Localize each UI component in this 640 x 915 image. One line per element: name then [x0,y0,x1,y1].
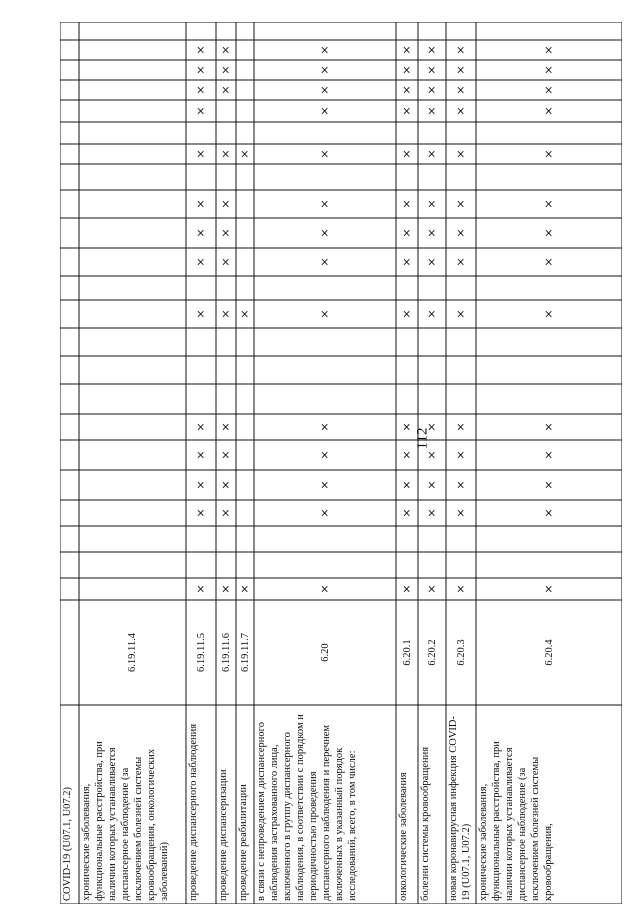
cross-mark: × [542,228,555,238]
row-label: хронические заболевания, функциональные расстройства, при наличии которых устанавливается диспансерное наблюдение (за исключением болезней системы кровообращения, [478,741,554,901]
cross-mark: × [219,85,232,95]
rotated-table [60,22,622,904]
cross-mark: × [400,106,413,116]
row-label: проведение диспансерного наблюдения [188,723,199,901]
cross-mark: × [318,584,331,594]
cross-mark: × [454,584,467,594]
row-label: в связи с непроведением диспансерного наблюдения застрахованного лица, включенного в группу диспансерного наблюдения, в соответствии с порядком и периодичностью проведения диспансерного наблюдения и перечнем включенных в указанный порядок исследований, всего, в том числе: [256,714,358,901]
cross-mark: × [542,257,555,267]
cross-mark: × [400,584,413,594]
cross-mark: × [400,480,413,490]
cross-mark: × [318,45,331,55]
cross-mark: × [194,85,207,95]
cross-mark: × [542,309,555,319]
cross-mark: × [219,45,232,55]
cross-mark: × [425,199,438,209]
cross-mark: × [219,422,232,432]
cross-mark: × [454,309,467,319]
cross-mark: × [425,450,438,460]
cross-mark: × [194,480,207,490]
cross-mark: × [454,199,467,209]
cross-mark: × [238,149,251,159]
row-code: 6.19.11.4 [127,633,138,672]
cross-mark: × [400,422,413,432]
cross-mark: × [219,65,232,75]
cross-mark: × [454,149,467,159]
cross-mark: × [194,450,207,460]
cross-mark: × [219,228,232,238]
cross-mark: × [194,149,207,159]
cross-mark: × [454,508,467,518]
cross-mark: × [400,508,413,518]
cross-mark: × [425,584,438,594]
cross-mark: × [454,228,467,238]
cross-mark: × [454,65,467,75]
cross-mark: × [318,149,331,159]
cross-mark: × [400,149,413,159]
row-label: онкологические заболевания [398,772,409,901]
cross-mark: × [219,584,232,594]
cross-mark: × [400,65,413,75]
cross-mark: × [194,584,207,594]
row-label: хронические заболевания, функциональные расстройства, при наличии которых устанавливается диспансерное наблюдение (за исключением болезней системы кровообращения, онкологических заболеваний) [81,741,170,901]
cross-mark: × [194,508,207,518]
cross-mark: × [400,228,413,238]
cross-mark: × [425,45,438,55]
cross-mark: × [318,508,331,518]
row-code [60,600,79,705]
row-code: 6.20.4 [543,639,555,666]
cross-mark: × [425,228,438,238]
cross-mark: × [425,422,438,432]
cross-mark: × [318,257,331,267]
cross-mark: × [219,257,232,267]
row-code: 6.19.11.5 [195,633,207,672]
row-label: проведение реабилитации [238,784,249,901]
cross-mark: × [542,584,555,594]
cross-mark: × [425,480,438,490]
cross-mark: × [194,45,207,55]
row-code: 6.20.3 [455,639,467,666]
cross-mark: × [425,508,438,518]
row-code: 6.19.11.7 [239,633,251,672]
cross-mark: × [318,422,331,432]
cross-mark: × [238,584,251,594]
cross-mark: × [194,309,207,319]
cross-mark: × [425,257,438,267]
cross-mark: × [454,85,467,95]
cross-mark: × [454,480,467,490]
cross-mark: × [542,450,555,460]
cross-mark: × [542,480,555,490]
cross-mark: × [219,480,232,490]
cross-mark: × [542,149,555,159]
cross-mark: × [400,45,413,55]
cross-mark: × [194,257,207,267]
row-code: 6.20.1 [401,639,413,666]
cross-mark: × [542,85,555,95]
cross-mark: × [318,480,331,490]
cross-mark: × [542,199,555,209]
cross-mark: × [219,199,232,209]
cross-mark: × [542,106,555,116]
cross-mark: × [425,106,438,116]
cross-mark: × [318,106,331,116]
row-label: COVID-19 (U07.1, U07.2) [62,786,73,901]
row-label: новая коронавирусная инфекция COVID-19 (U07.1, U07.2) [448,716,472,901]
cross-mark: × [454,422,467,432]
cross-mark: × [542,65,555,75]
cross-mark: × [400,199,413,209]
cross-mark: × [194,422,207,432]
cross-mark: × [318,85,331,95]
cross-mark: × [219,309,232,319]
cross-mark: × [194,228,207,238]
cross-mark: × [542,422,555,432]
cross-mark: × [400,309,413,319]
cross-mark: × [425,309,438,319]
cross-mark: × [318,228,331,238]
cross-mark: × [194,65,207,75]
cross-mark: × [454,450,467,460]
page-number: 112 [414,427,431,450]
cross-mark: × [400,257,413,267]
cross-mark: × [454,257,467,267]
cross-mark: × [219,508,232,518]
cross-mark: × [219,149,232,159]
cross-mark: × [400,85,413,95]
row-label: болезни системы кровообращения [420,746,431,901]
cross-mark: × [425,85,438,95]
cross-mark: × [194,199,207,209]
cross-mark: × [454,106,467,116]
cross-mark: × [454,45,467,55]
cross-mark: × [194,106,207,116]
cross-mark: × [542,45,555,55]
cross-mark: × [425,149,438,159]
cross-mark: × [318,199,331,209]
cross-mark: × [318,65,331,75]
cross-mark: × [425,65,438,75]
cross-mark: × [238,309,251,319]
cross-mark: × [318,309,331,319]
cross-mark: × [219,450,232,460]
row-code: 6.19.11.6 [220,633,232,672]
row-code: 6.20.2 [426,639,438,666]
cross-mark: × [400,450,413,460]
cross-mark: × [542,508,555,518]
cross-mark: × [318,450,331,460]
row-code: 6.20 [319,643,331,662]
row-label: проведение диспансеризации [218,769,229,901]
